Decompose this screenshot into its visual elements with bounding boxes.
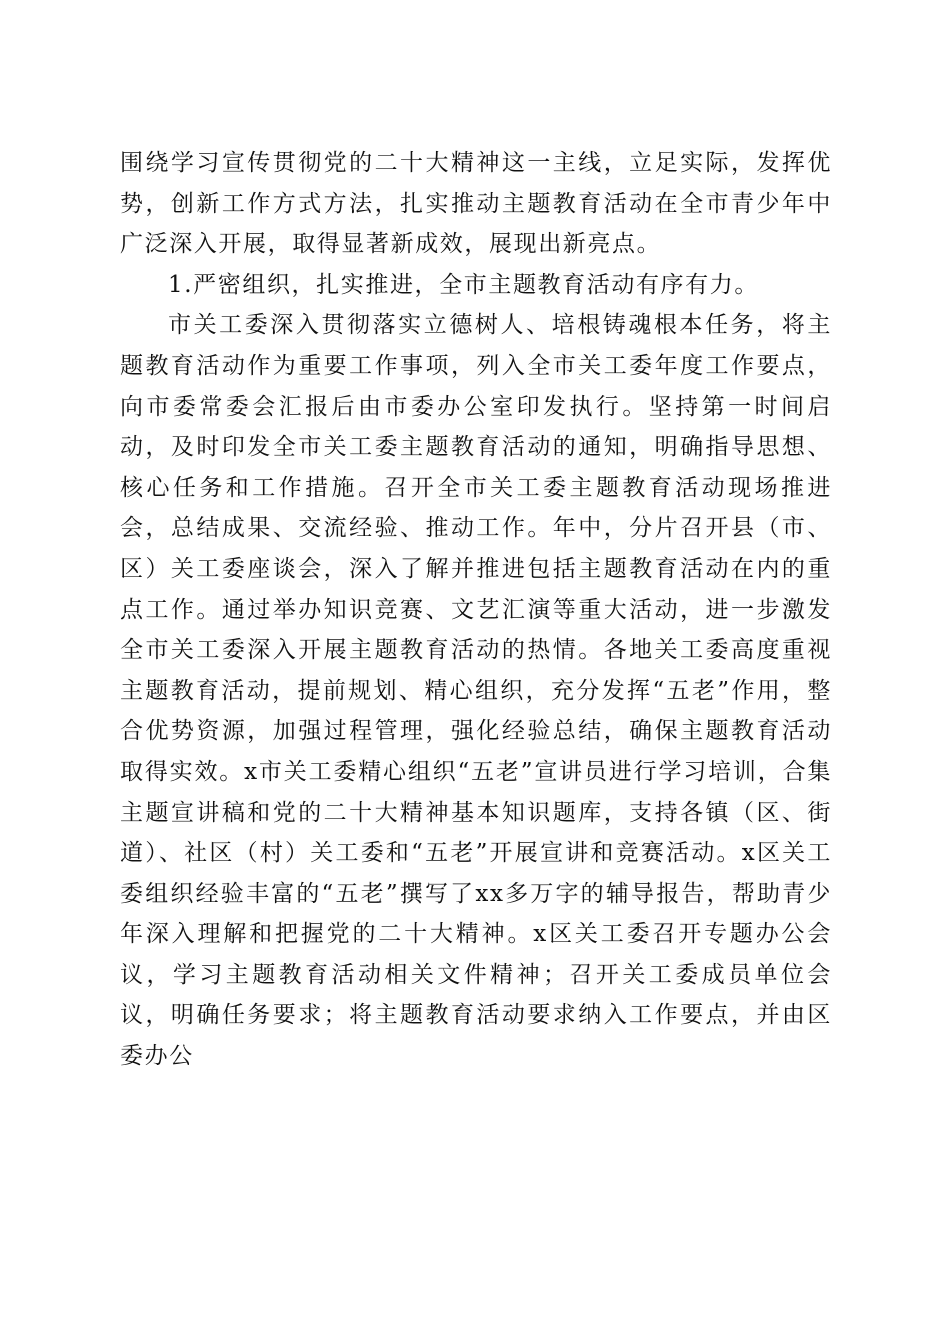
section-heading: 1.严密组织，扎实推进，全市主题教育活动有序有力。 (168, 271, 759, 298)
document-body (120, 143, 832, 1077)
paragraph-body: 市关工委深入贯彻落实立德树人、培根铸魂根本任务，将主题教育活动作为重要工作事项，列入全市关工委年度工作要点，向市委常委会汇报后由市委办公室印发执行。坚持第一时间启动，及时印发全市关工委主题教育活动的通知，明确指导思想、核心任务和工作措施。召开全市关工委主题教育活动现场推进会，总结成果、交流经验、推动工作。年中，分片召开县（市、区）关工委座谈会，深入了解并推进包括主题教育活动在内的重点工作。通过举办知识竞赛、文艺汇演等重大活动，进一步激发全市关工委深入开展主题教育活动的热情。各地关工委高度重视主题教育活动，提前规划、精心组织，充分发挥“五老”作用，整合优势资源，加强过程管理，强化经验总结，确保主题教育活动取得实效。x市关工委精心组织“五老”宣讲员进行学习培训，合集主题宣讲稿和党的二十大精神基本知识题库，支持各镇（区、街道）、社区（村）关工委和“五老”开展宣讲和竞赛活动。x区关工委组织经验丰富的“五老”撰写了xx多万字的辅导报告，帮助青少年深入理解和把握党的二十大精神。x区关工委召开专题办公会议，学习主题教育活动相关文件精神；召开关工委成员单位会议，明确任务要求；将主题教育活动要求纳入工作要点，并由区委办公 (120, 312, 832, 1070)
paragraph-intro: 围绕学习宣传贯彻党的二十大精神这一主线，立足实际，发挥优势，创新工作方式方法，扎实推动主题教育活动在全市青少年中广泛深入开展，取得显著新成效，展现出新亮点。 (120, 150, 832, 258)
